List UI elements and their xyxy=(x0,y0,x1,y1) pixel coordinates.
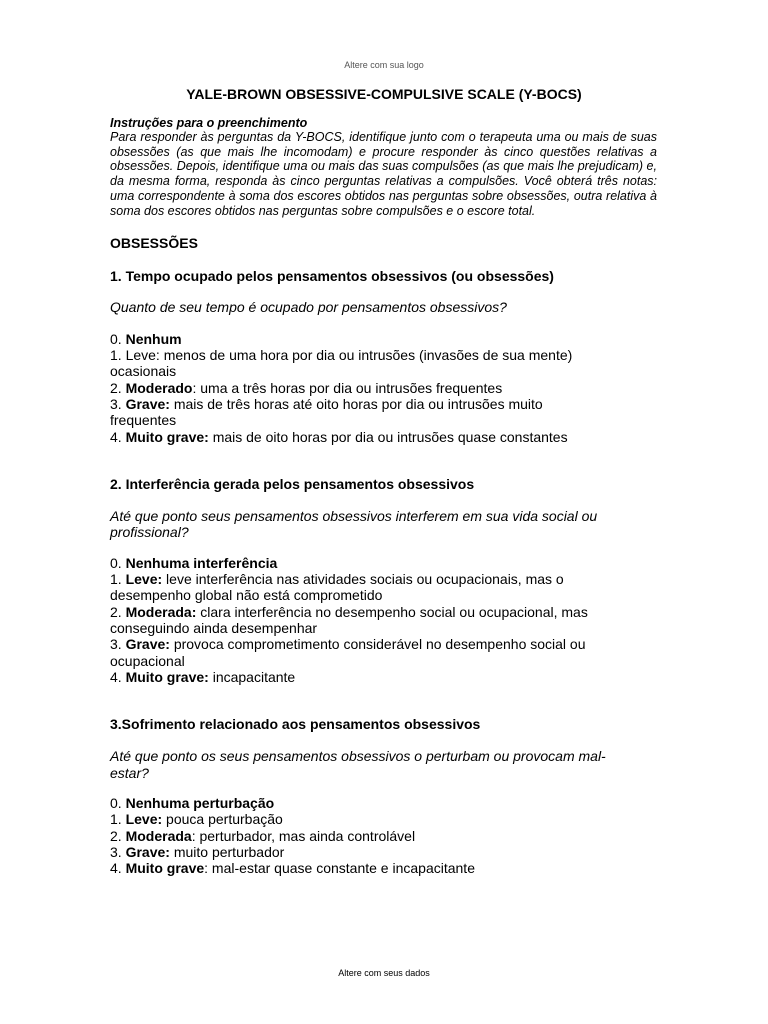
option-number: 0. xyxy=(110,795,126,812)
option-label: Grave: xyxy=(125,636,170,653)
instructions-block xyxy=(110,116,657,218)
option-text: mais de oito horas por dia ou intrusões quase constantes xyxy=(208,428,568,445)
option-number: 4. xyxy=(110,668,126,685)
option-number: 1. xyxy=(110,347,126,364)
answer-option xyxy=(110,429,610,445)
option-number: 0. xyxy=(110,330,126,347)
answer-option xyxy=(110,380,610,396)
option-text: incapacitante xyxy=(208,668,296,685)
option-text: provoca comprometimento considerável no desempenho social ou ocupacional xyxy=(110,636,586,669)
option-number: 2. xyxy=(110,379,126,396)
option-number: 3. xyxy=(110,844,126,861)
question-title: 1. Tempo ocupado pelos pensamentos obsessivos (ou obsessões) xyxy=(110,268,554,285)
option-text: Leve: menos de uma hora por dia ou intrusões (invasões de sua mente) ocasionais xyxy=(110,347,573,380)
option-label: Muito grave: xyxy=(125,668,209,685)
instructions-heading: Instruções para o preenchimento xyxy=(110,116,308,130)
option-number: 1. xyxy=(110,571,126,588)
option-label: Leve: xyxy=(125,571,163,588)
option-label: Moderada xyxy=(125,827,192,844)
option-text: : mal-estar quase constante e incapacitante xyxy=(204,860,475,877)
answer-option xyxy=(110,669,610,685)
option-label: Muito grave: xyxy=(125,428,209,445)
question-prompt: Quanto de seu tempo é ocupado por pensamentos obsessivos? xyxy=(110,299,507,316)
answer-option xyxy=(110,604,610,637)
option-label: Moderado xyxy=(125,379,193,396)
question-1 xyxy=(110,268,610,445)
option-text: leve interferência nas atividades sociais ou ocupacionais, mas o desempenho global não está comprometido xyxy=(110,571,564,604)
question-3 xyxy=(110,716,610,876)
option-label: Nenhuma interferência xyxy=(125,554,278,571)
instructions-text: Para responder às perguntas da Y-BOCS, identifique junto com o terapeuta uma ou mais de suas obsessões (as que mais lhe incomodam) e procure responder às cinco questões relativas a obsessões. Depois, identifique uma ou mais das suas compulsões (as que mais lhe prejudicam) e, da mesma forma, responda às cinco perguntas relativas a compulsões. Você obterá três notas: uma correspondente à soma dos escores obtidos nas perguntas sobre obsessões, outra relativa à soma dos escores obtidos nas perguntas sobre compulsões e o escore total. xyxy=(110,130,657,218)
question-prompt: Até que ponto os seus pensamentos obsessivos o perturbam ou provocam mal-estar? xyxy=(110,748,606,781)
option-label: Muito grave xyxy=(125,860,205,877)
answer-options xyxy=(110,555,610,685)
logo-placeholder-note: Altere com sua logo xyxy=(344,60,424,70)
option-text: : uma a três horas por dia ou intrusões frequentes xyxy=(192,379,503,396)
document-title: YALE-BROWN OBSESSIVE-COMPULSIVE SCALE (Y-BOCS) xyxy=(186,86,582,102)
option-text: pouca perturbação xyxy=(162,811,283,828)
answer-option xyxy=(110,331,610,347)
option-text: clara interferência no desempenho social ou ocupacional, mas conseguindo ainda desempenhar xyxy=(110,603,588,636)
answer-option xyxy=(110,347,610,380)
option-text: mais de três horas até oito horas por dia ou intrusões muito frequentes xyxy=(110,395,543,429)
answer-option xyxy=(110,828,610,844)
document-body xyxy=(110,116,657,877)
option-text: muito perturbador xyxy=(169,844,285,861)
answer-option xyxy=(110,811,610,827)
option-label: Leve: xyxy=(125,811,163,828)
option-number: 3. xyxy=(110,636,126,653)
question-title: 3.Sofrimento relacionado aos pensamentos obsessivos xyxy=(110,716,481,733)
answer-options xyxy=(110,795,610,876)
answer-option xyxy=(110,844,610,860)
option-label: Nenhuma perturbação xyxy=(125,795,275,812)
option-label: Nenhum xyxy=(125,330,182,347)
footer-data-note: Altere com seus dados xyxy=(338,968,430,978)
section-heading-obsessions: OBSESSÕES xyxy=(110,235,198,252)
answer-options xyxy=(110,331,610,445)
answer-option xyxy=(110,795,610,811)
answer-option xyxy=(110,555,610,571)
option-label: Grave: xyxy=(125,395,170,412)
option-text: : perturbador, mas ainda controlável xyxy=(191,827,416,844)
option-number: 0. xyxy=(110,554,126,571)
option-number: 4. xyxy=(110,428,126,445)
question-prompt: Até que ponto seus pensamentos obsessivos interferem em sua vida social ou profissional? xyxy=(110,507,598,541)
question-2 xyxy=(110,476,610,685)
option-number: 2. xyxy=(110,827,126,844)
option-label: Moderada: xyxy=(125,603,197,620)
answer-option xyxy=(110,860,610,876)
answer-option xyxy=(110,636,610,669)
option-label: Grave: xyxy=(125,844,170,861)
option-number: 1. xyxy=(110,811,126,828)
answer-option xyxy=(110,396,610,429)
answer-option xyxy=(110,571,610,604)
option-number: 2. xyxy=(110,603,126,620)
option-number: 4. xyxy=(110,860,126,877)
question-title: 2. Interferência gerada pelos pensamentos obsessivos xyxy=(110,475,475,492)
option-number: 3. xyxy=(110,395,126,412)
